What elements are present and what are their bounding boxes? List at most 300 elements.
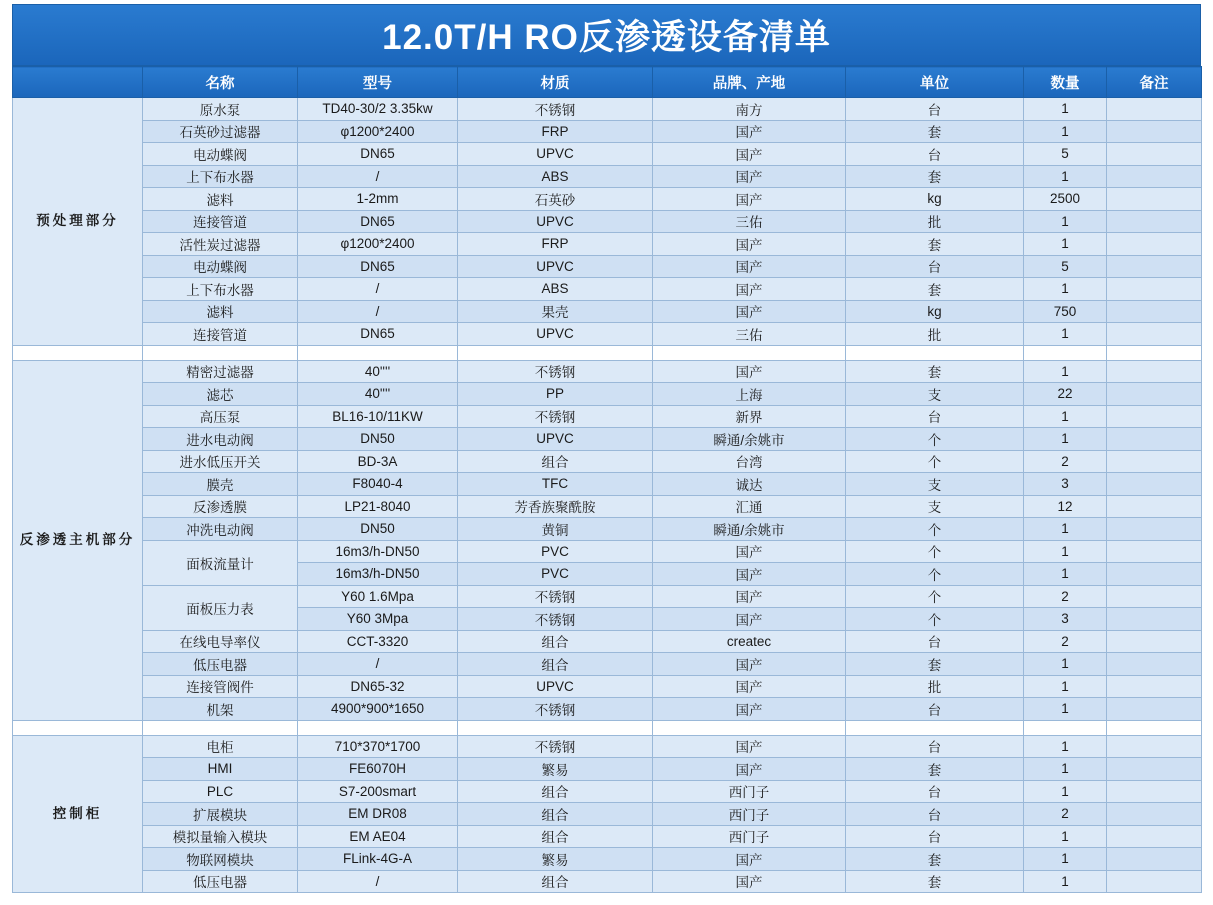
cell-name: 冲洗电动阀 <box>143 518 298 541</box>
separator-cell <box>298 345 458 360</box>
cell-model: 1-2mm <box>298 188 458 211</box>
cell-model: 16m3/h-DN50 <box>298 540 458 563</box>
cell-name: 扩展模块 <box>143 803 298 826</box>
cell-unit: 套 <box>846 848 1024 871</box>
cell-remark <box>1107 735 1202 758</box>
cell-model: DN50 <box>298 518 458 541</box>
cell-qty: 1 <box>1024 360 1107 383</box>
cell-material: TFC <box>458 473 653 496</box>
cell-remark <box>1107 120 1202 143</box>
cell-unit: 支 <box>846 473 1024 496</box>
table-row <box>13 323 1202 346</box>
cell-model: LP21-8040 <box>298 495 458 518</box>
cell-unit: 个 <box>846 450 1024 473</box>
cell-qty: 1 <box>1024 323 1107 346</box>
cell-model: φ1200*2400 <box>298 233 458 256</box>
cell-qty: 22 <box>1024 383 1107 406</box>
cell-qty: 3 <box>1024 473 1107 496</box>
cell-model: EM DR08 <box>298 803 458 826</box>
cell-qty: 1 <box>1024 210 1107 233</box>
separator-cell <box>298 720 458 735</box>
table-row <box>13 210 1202 233</box>
cell-remark <box>1107 825 1202 848</box>
cell-brand: 南方 <box>653 98 846 121</box>
cell-qty: 2500 <box>1024 188 1107 211</box>
cell-brand: 国产 <box>653 698 846 721</box>
page-title-text: 12.0T/H RO反渗透设备清单 <box>382 18 831 57</box>
table-row <box>13 165 1202 188</box>
cell-material: 繁易 <box>458 758 653 781</box>
separator-cell <box>458 720 653 735</box>
cell-remark <box>1107 360 1202 383</box>
cell-material: 果壳 <box>458 300 653 323</box>
cell-material: 不锈钢 <box>458 698 653 721</box>
cell-material: 不锈钢 <box>458 608 653 631</box>
cell-qty: 1 <box>1024 278 1107 301</box>
group-separator <box>13 345 1202 360</box>
cell-brand: 新界 <box>653 405 846 428</box>
column-header-material: 材质 <box>458 67 653 98</box>
cell-qty: 1 <box>1024 758 1107 781</box>
cell-material: 组合 <box>458 870 653 893</box>
cell-material: 不锈钢 <box>458 585 653 608</box>
table-row <box>13 780 1202 803</box>
cell-brand: 台湾 <box>653 450 846 473</box>
cell-remark <box>1107 585 1202 608</box>
cell-name: 进水低压开关 <box>143 450 298 473</box>
cell-brand: 国产 <box>653 188 846 211</box>
cell-model: DN65 <box>298 255 458 278</box>
cell-remark <box>1107 405 1202 428</box>
cell-brand: 西门子 <box>653 780 846 803</box>
cell-qty: 1 <box>1024 428 1107 451</box>
cell-material: 不锈钢 <box>458 405 653 428</box>
cell-qty: 1 <box>1024 848 1107 871</box>
group-separator <box>13 720 1202 735</box>
cell-material: 石英砂 <box>458 188 653 211</box>
cell-brand: 国产 <box>653 585 846 608</box>
cell-name: 电动蝶阀 <box>143 143 298 166</box>
cell-qty: 1 <box>1024 405 1107 428</box>
cell-material: UPVC <box>458 675 653 698</box>
cell-name: 反渗透膜 <box>143 495 298 518</box>
cell-brand: 上海 <box>653 383 846 406</box>
cell-name: 机架 <box>143 698 298 721</box>
cell-model: / <box>298 278 458 301</box>
cell-model: FE6070H <box>298 758 458 781</box>
cell-brand: 三佑 <box>653 210 846 233</box>
cell-unit: 套 <box>846 233 1024 256</box>
cell-qty: 1 <box>1024 825 1107 848</box>
cell-model: DN65 <box>298 143 458 166</box>
cell-unit: 台 <box>846 780 1024 803</box>
page-title <box>12 4 1201 66</box>
cell-material: 不锈钢 <box>458 98 653 121</box>
separator-cell <box>1024 345 1107 360</box>
table-row <box>13 675 1202 698</box>
cell-unit: 套 <box>846 653 1024 676</box>
cell-remark <box>1107 803 1202 826</box>
cell-qty: 1 <box>1024 98 1107 121</box>
cell-material: PVC <box>458 563 653 586</box>
cell-brand: 三佑 <box>653 323 846 346</box>
cell-remark <box>1107 563 1202 586</box>
cell-material: PVC <box>458 540 653 563</box>
table-row <box>13 278 1202 301</box>
cell-name: 膜壳 <box>143 473 298 496</box>
table-body <box>13 98 1202 893</box>
cell-remark <box>1107 848 1202 871</box>
cell-model: DN65-32 <box>298 675 458 698</box>
cell-material: 繁易 <box>458 848 653 871</box>
separator-cell <box>458 345 653 360</box>
cell-unit: 个 <box>846 428 1024 451</box>
cell-unit: 套 <box>846 120 1024 143</box>
cell-brand: 国产 <box>653 255 846 278</box>
column-header-remark: 备注 <box>1107 67 1202 98</box>
cell-material: 不锈钢 <box>458 735 653 758</box>
table-row <box>13 120 1202 143</box>
column-header-name: 名称 <box>143 67 298 98</box>
table-row <box>13 870 1202 893</box>
cell-brand: 诚达 <box>653 473 846 496</box>
cell-remark <box>1107 165 1202 188</box>
cell-model: EM AE04 <box>298 825 458 848</box>
cell-brand: 国产 <box>653 870 846 893</box>
cell-model: φ1200*2400 <box>298 120 458 143</box>
separator-cell <box>653 345 846 360</box>
separator-cell <box>143 345 298 360</box>
cell-name: 连接管道 <box>143 210 298 233</box>
column-header-group <box>13 67 143 98</box>
cell-name: PLC <box>143 780 298 803</box>
table-row <box>13 540 1202 563</box>
cell-material: UPVC <box>458 428 653 451</box>
cell-model: 40'''' <box>298 360 458 383</box>
cell-brand: 瞬通/余姚市 <box>653 428 846 451</box>
cell-model: Y60 1.6Mpa <box>298 585 458 608</box>
cell-unit: 支 <box>846 383 1024 406</box>
cell-remark <box>1107 780 1202 803</box>
cell-material: UPVC <box>458 143 653 166</box>
cell-unit: 套 <box>846 278 1024 301</box>
cell-brand: 国产 <box>653 563 846 586</box>
cell-model: BL16-10/11KW <box>298 405 458 428</box>
cell-unit: 台 <box>846 98 1024 121</box>
cell-name: 低压电器 <box>143 870 298 893</box>
cell-qty: 1 <box>1024 563 1107 586</box>
table-row <box>13 405 1202 428</box>
cell-brand: 国产 <box>653 233 846 256</box>
cell-model: 4900*900*1650 <box>298 698 458 721</box>
cell-brand: 国产 <box>653 848 846 871</box>
cell-model: FLink-4G-A <box>298 848 458 871</box>
cell-unit: 个 <box>846 518 1024 541</box>
cell-qty: 1 <box>1024 780 1107 803</box>
cell-remark <box>1107 758 1202 781</box>
cell-name: 活性炭过滤器 <box>143 233 298 256</box>
table-row <box>13 473 1202 496</box>
table-row <box>13 255 1202 278</box>
cell-brand: 汇通 <box>653 495 846 518</box>
cell-material: 组合 <box>458 780 653 803</box>
cell-material: 黄铜 <box>458 518 653 541</box>
cell-brand: 国产 <box>653 120 846 143</box>
group-label-2: 反渗透主机部分 <box>13 360 143 720</box>
cell-model: 16m3/h-DN50 <box>298 563 458 586</box>
cell-qty: 2 <box>1024 450 1107 473</box>
cell-unit: 套 <box>846 870 1024 893</box>
cell-brand: 国产 <box>653 540 846 563</box>
table-header-row <box>13 67 1202 98</box>
cell-name: 滤料 <box>143 300 298 323</box>
cell-brand: 瞬通/余姚市 <box>653 518 846 541</box>
table-row <box>13 848 1202 871</box>
cell-qty: 1 <box>1024 698 1107 721</box>
cell-name: 模拟量输入模块 <box>143 825 298 848</box>
cell-remark <box>1107 450 1202 473</box>
cell-model: DN50 <box>298 428 458 451</box>
cell-name: 面板压力表 <box>143 585 298 630</box>
cell-name: 石英砂过滤器 <box>143 120 298 143</box>
cell-remark <box>1107 300 1202 323</box>
cell-brand: 国产 <box>653 278 846 301</box>
cell-brand: 国产 <box>653 300 846 323</box>
table-row <box>13 758 1202 781</box>
cell-brand: 国产 <box>653 758 846 781</box>
cell-remark <box>1107 495 1202 518</box>
cell-brand: 国产 <box>653 360 846 383</box>
cell-remark <box>1107 518 1202 541</box>
cell-qty: 1 <box>1024 233 1107 256</box>
cell-qty: 1 <box>1024 120 1107 143</box>
cell-model: DN65 <box>298 323 458 346</box>
separator-cell <box>653 720 846 735</box>
cell-unit: 台 <box>846 255 1024 278</box>
cell-name: 连接管道 <box>143 323 298 346</box>
table-row <box>13 98 1202 121</box>
table-row <box>13 450 1202 473</box>
table-row <box>13 300 1202 323</box>
table-row <box>13 825 1202 848</box>
cell-unit: 批 <box>846 210 1024 233</box>
cell-unit: 个 <box>846 563 1024 586</box>
cell-name: HMI <box>143 758 298 781</box>
separator-cell <box>143 720 298 735</box>
cell-name: 电动蝶阀 <box>143 255 298 278</box>
cell-model: BD-3A <box>298 450 458 473</box>
cell-brand: createc <box>653 630 846 653</box>
cell-qty: 2 <box>1024 803 1107 826</box>
cell-remark <box>1107 630 1202 653</box>
separator-cell <box>1107 720 1202 735</box>
cell-name: 上下布水器 <box>143 165 298 188</box>
cell-qty: 1 <box>1024 735 1107 758</box>
cell-name: 电柜 <box>143 735 298 758</box>
table-row <box>13 428 1202 451</box>
table-row <box>13 360 1202 383</box>
table-row <box>13 803 1202 826</box>
cell-brand: 国产 <box>653 653 846 676</box>
cell-unit: 个 <box>846 540 1024 563</box>
equipment-table <box>12 66 1202 893</box>
cell-remark <box>1107 188 1202 211</box>
separator-cell <box>1024 720 1107 735</box>
cell-remark <box>1107 870 1202 893</box>
cell-name: 面板流量计 <box>143 540 298 585</box>
separator-cell <box>1107 345 1202 360</box>
cell-unit: 批 <box>846 675 1024 698</box>
cell-model: Y60 3Mpa <box>298 608 458 631</box>
cell-brand: 西门子 <box>653 803 846 826</box>
cell-qty: 1 <box>1024 870 1107 893</box>
cell-model: 40'''' <box>298 383 458 406</box>
table-row <box>13 233 1202 256</box>
cell-material: UPVC <box>458 210 653 233</box>
cell-unit: 批 <box>846 323 1024 346</box>
cell-name: 精密过滤器 <box>143 360 298 383</box>
cell-material: PP <box>458 383 653 406</box>
cell-unit: 台 <box>846 143 1024 166</box>
cell-material: ABS <box>458 278 653 301</box>
table-row <box>13 188 1202 211</box>
cell-material: 组合 <box>458 653 653 676</box>
column-header-unit: 单位 <box>846 67 1024 98</box>
cell-remark <box>1107 255 1202 278</box>
table-row <box>13 698 1202 721</box>
cell-name: 原水泵 <box>143 98 298 121</box>
cell-brand: 西门子 <box>653 825 846 848</box>
cell-brand: 国产 <box>653 143 846 166</box>
cell-remark <box>1107 608 1202 631</box>
cell-model: / <box>298 870 458 893</box>
cell-unit: 台 <box>846 803 1024 826</box>
separator-cell <box>13 345 143 360</box>
cell-qty: 1 <box>1024 518 1107 541</box>
cell-unit: 台 <box>846 405 1024 428</box>
table-row <box>13 653 1202 676</box>
cell-material: 组合 <box>458 450 653 473</box>
cell-remark <box>1107 698 1202 721</box>
cell-remark <box>1107 278 1202 301</box>
cell-qty: 5 <box>1024 143 1107 166</box>
cell-material: FRP <box>458 233 653 256</box>
cell-model: 710*370*1700 <box>298 735 458 758</box>
cell-remark <box>1107 98 1202 121</box>
cell-remark <box>1107 675 1202 698</box>
cell-unit: 个 <box>846 585 1024 608</box>
cell-name: 滤芯 <box>143 383 298 406</box>
cell-unit: 支 <box>846 495 1024 518</box>
cell-material: UPVC <box>458 323 653 346</box>
cell-material: 不锈钢 <box>458 360 653 383</box>
cell-remark <box>1107 473 1202 496</box>
cell-unit: 台 <box>846 630 1024 653</box>
cell-qty: 1 <box>1024 165 1107 188</box>
cell-name: 在线电导率仪 <box>143 630 298 653</box>
cell-model: / <box>298 653 458 676</box>
cell-unit: 台 <box>846 735 1024 758</box>
cell-material: 组合 <box>458 630 653 653</box>
separator-cell <box>846 345 1024 360</box>
cell-material: FRP <box>458 120 653 143</box>
cell-qty: 3 <box>1024 608 1107 631</box>
column-header-qty: 数量 <box>1024 67 1107 98</box>
column-header-brand: 品牌、产地 <box>653 67 846 98</box>
table-row <box>13 143 1202 166</box>
cell-unit: 个 <box>846 608 1024 631</box>
cell-model: TD40-30/2 3.35kw <box>298 98 458 121</box>
cell-model: S7-200smart <box>298 780 458 803</box>
cell-material: 芳香族聚酰胺 <box>458 495 653 518</box>
cell-remark <box>1107 210 1202 233</box>
table-row <box>13 735 1202 758</box>
cell-material: 组合 <box>458 825 653 848</box>
cell-remark <box>1107 383 1202 406</box>
separator-cell <box>13 720 143 735</box>
table-row <box>13 585 1202 608</box>
cell-name: 连接管阀件 <box>143 675 298 698</box>
cell-remark <box>1107 323 1202 346</box>
cell-qty: 1 <box>1024 540 1107 563</box>
cell-qty: 1 <box>1024 653 1107 676</box>
cell-name: 物联网模块 <box>143 848 298 871</box>
cell-material: 组合 <box>458 803 653 826</box>
cell-qty: 2 <box>1024 585 1107 608</box>
cell-name: 滤料 <box>143 188 298 211</box>
cell-name: 上下布水器 <box>143 278 298 301</box>
cell-name: 进水电动阀 <box>143 428 298 451</box>
cell-unit: 套 <box>846 758 1024 781</box>
separator-cell <box>846 720 1024 735</box>
cell-qty: 5 <box>1024 255 1107 278</box>
cell-brand: 国产 <box>653 735 846 758</box>
cell-qty: 750 <box>1024 300 1107 323</box>
cell-name: 低压电器 <box>143 653 298 676</box>
table-row <box>13 495 1202 518</box>
cell-unit: 套 <box>846 165 1024 188</box>
cell-qty: 12 <box>1024 495 1107 518</box>
cell-material: ABS <box>458 165 653 188</box>
cell-remark <box>1107 653 1202 676</box>
cell-model: F8040-4 <box>298 473 458 496</box>
cell-remark <box>1107 428 1202 451</box>
cell-model: CCT-3320 <box>298 630 458 653</box>
cell-brand: 国产 <box>653 608 846 631</box>
cell-unit: 台 <box>846 825 1024 848</box>
group-label-3: 控制柜 <box>13 735 143 893</box>
cell-unit: 套 <box>846 360 1024 383</box>
cell-unit: kg <box>846 300 1024 323</box>
cell-name: 高压泵 <box>143 405 298 428</box>
cell-brand: 国产 <box>653 165 846 188</box>
cell-qty: 1 <box>1024 675 1107 698</box>
column-header-model: 型号 <box>298 67 458 98</box>
cell-model: / <box>298 165 458 188</box>
cell-model: DN65 <box>298 210 458 233</box>
cell-remark <box>1107 540 1202 563</box>
table-row <box>13 518 1202 541</box>
cell-unit: kg <box>846 188 1024 211</box>
group-label-1: 预处理部分 <box>13 98 143 346</box>
cell-material: UPVC <box>458 255 653 278</box>
cell-unit: 台 <box>846 698 1024 721</box>
cell-brand: 国产 <box>653 675 846 698</box>
cell-qty: 2 <box>1024 630 1107 653</box>
cell-model: / <box>298 300 458 323</box>
table-row <box>13 383 1202 406</box>
cell-remark <box>1107 143 1202 166</box>
